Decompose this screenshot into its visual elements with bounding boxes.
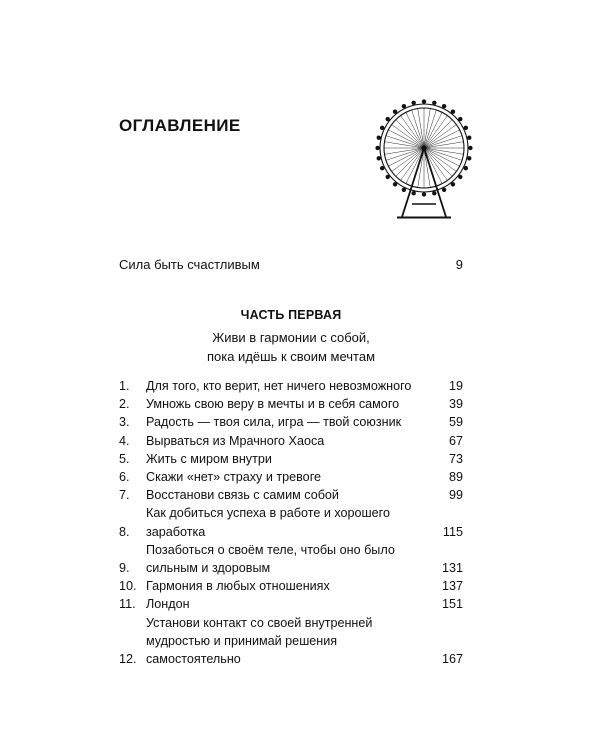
- wheel-spoke: [392, 124, 424, 148]
- toc-entry-title: [146, 541, 423, 577]
- intro-entry[interactable]: [119, 257, 463, 272]
- toc-entry-title-line: сильным и здоровым: [146, 561, 271, 576]
- wheel-spoke: [424, 148, 448, 180]
- toc-entry-title-line: Как добиться успеха в работе и хорошего: [146, 506, 390, 521]
- wheel-cabin: [411, 101, 415, 105]
- toc-entry-title: [146, 504, 423, 540]
- wheel-spoke: [400, 148, 424, 180]
- toc-entry-number: 11.: [119, 597, 136, 612]
- wheel-cabin: [380, 126, 384, 130]
- wheel-cabin: [402, 188, 406, 192]
- wheel-cabin: [393, 182, 397, 186]
- part-subtitle-line: пока идёшь к своим мечтам: [206, 349, 376, 364]
- wheel-cabin: [411, 191, 415, 195]
- toc-entry-page: 99: [448, 488, 463, 503]
- wheel-spoke: [424, 136, 462, 148]
- wheel-cabin: [422, 99, 426, 103]
- toc-entry-page: 131: [441, 561, 463, 576]
- wheel-cabin: [468, 146, 472, 150]
- toc-entry-title-line: Гармония в любых отношениях: [146, 579, 330, 594]
- toc-entry[interactable]: [119, 541, 463, 577]
- wheel-cabin: [377, 135, 381, 139]
- wheel-cabin: [464, 166, 468, 170]
- toc-entry-page: 39: [448, 397, 463, 412]
- toc-entry-title: [146, 432, 423, 450]
- toc-entry-title-line: Установи контакт со своей внутренней: [146, 615, 373, 630]
- toc-entry-number: 8.: [119, 524, 130, 539]
- toc-entry-title: [146, 468, 423, 486]
- wheel-cabin: [458, 175, 462, 179]
- wheel-cabin: [386, 117, 390, 121]
- toc-entry-title: [146, 377, 423, 395]
- toc-entry-title-line: Радость — твоя сила, игра — твой союзник: [146, 415, 402, 430]
- toc-entry-page: 137: [441, 579, 463, 594]
- toc-entry-number: 10.: [119, 579, 137, 594]
- toc-entry-number: 9.: [119, 561, 130, 576]
- toc-entry-title: [146, 614, 423, 669]
- intro-entry-title: Сила быть счастливым: [119, 257, 260, 272]
- toc-entry[interactable]: [119, 486, 463, 504]
- toc-entry-number: 2.: [119, 397, 130, 412]
- toc-entry-number: 1.: [119, 379, 130, 393]
- toc-entry-title: [146, 450, 423, 468]
- toc-entry-page: 89: [448, 470, 463, 485]
- wheel-cabin: [422, 192, 426, 196]
- wheel-leg: [402, 148, 424, 217]
- wheel-spoke: [400, 116, 424, 148]
- toc-entry-title-line: Скажи «нет» страху и тревоге: [146, 470, 322, 485]
- wheel-spoke: [392, 148, 424, 172]
- wheel-spoke: [424, 110, 436, 148]
- toc-entry[interactable]: [119, 577, 463, 595]
- wheel-spoke: [424, 148, 456, 172]
- toc-entry[interactable]: [119, 395, 463, 413]
- toc-entry-title-line: Позаботься о своём теле, чтобы оно было: [146, 542, 395, 557]
- toc-entry-title-line: Лондон: [146, 597, 190, 612]
- toc-entry-page: 73: [448, 451, 463, 466]
- intro-entry-page: 9: [455, 257, 463, 272]
- toc-entry[interactable]: [119, 432, 463, 450]
- wheel-cabin: [458, 117, 462, 121]
- toc-entry-page: 115: [442, 524, 463, 539]
- wheel-cabin: [442, 188, 446, 192]
- toc-entry-page: 151: [441, 597, 463, 612]
- toc-entry-title-line: Восстанови связь с самим собой: [146, 488, 339, 503]
- wheel-cabin: [451, 182, 455, 186]
- toc-entry-page: 67: [448, 433, 463, 448]
- wheel-spoke: [424, 116, 448, 148]
- toc-entry-title-line: Вырваться из Мрачного Хаоса: [146, 433, 325, 448]
- wheel-cabin: [377, 156, 381, 160]
- toc-entry-title-line: Для того, кто верит, нет ничего невозможного: [146, 379, 412, 393]
- toc-entry[interactable]: [119, 468, 463, 486]
- page-title: ОГЛАВЛЕНИЕ: [119, 116, 241, 135]
- wheel-spoke: [412, 110, 424, 148]
- toc-entry-number: 6.: [119, 470, 130, 485]
- wheel-cabin: [442, 104, 446, 108]
- wheel-cabin: [432, 101, 436, 105]
- toc-entry-title: [146, 413, 423, 431]
- wheel-spoke: [386, 136, 424, 148]
- wheel-spoke: [386, 148, 424, 160]
- toc-entry-page: 59: [448, 415, 463, 430]
- toc-entry-number: 4.: [119, 433, 130, 448]
- toc-entry-title-line: заработка: [146, 524, 206, 539]
- wheel-cabin: [432, 191, 436, 195]
- wheel-cabin: [467, 135, 471, 139]
- wheel-spoke: [424, 124, 456, 148]
- toc-entry-title-line: Умножь свою веру в мечты и в себя самого: [146, 397, 400, 412]
- wheel-cabin: [451, 110, 455, 114]
- toc-entry-title: [146, 595, 423, 613]
- part-subtitle-line: Живи в гармонии с собой,: [212, 330, 370, 345]
- toc-entry-number: 5.: [119, 451, 130, 466]
- toc-entry[interactable]: [119, 450, 463, 468]
- toc-entry[interactable]: [119, 614, 463, 669]
- toc-entry-page: 19: [448, 379, 463, 393]
- toc-entry-page: 167: [441, 652, 463, 667]
- wheel-spoke: [396, 120, 424, 148]
- wheel-cabin: [393, 110, 397, 114]
- part-title: ЧАСТЬ ПЕРВАЯ: [240, 308, 342, 322]
- toc-entry[interactable]: [119, 595, 463, 613]
- wheel-leg: [424, 148, 446, 217]
- toc-entry[interactable]: [119, 413, 463, 431]
- wheel-cabin: [467, 156, 471, 160]
- toc-entry[interactable]: [119, 504, 463, 540]
- toc-entry-title-line: Жить с миром внутри: [146, 451, 272, 466]
- wheel-cabin: [464, 126, 468, 130]
- ferris-wheel-icon: [372, 96, 476, 220]
- wheel-cabin: [386, 175, 390, 179]
- toc-entry-title: [146, 395, 423, 413]
- wheel-cabin: [375, 146, 379, 150]
- wheel-cabin: [380, 166, 384, 170]
- wheel-spoke: [424, 148, 462, 160]
- toc-entry-number: 7.: [119, 488, 130, 503]
- toc-entry-number: 12.: [119, 652, 137, 667]
- part-subtitle: [119, 328, 463, 366]
- toc-entry-title: [146, 486, 423, 504]
- wheel-spoke: [424, 120, 452, 148]
- toc-list: [119, 377, 463, 668]
- toc-entry-number: 3.: [119, 415, 130, 430]
- toc-entry[interactable]: [119, 377, 463, 395]
- toc-entry-title: [146, 577, 423, 595]
- toc-entry-title-line: мудростью и принимай решения самостоятельно: [146, 633, 338, 667]
- wheel-cabin: [402, 104, 406, 108]
